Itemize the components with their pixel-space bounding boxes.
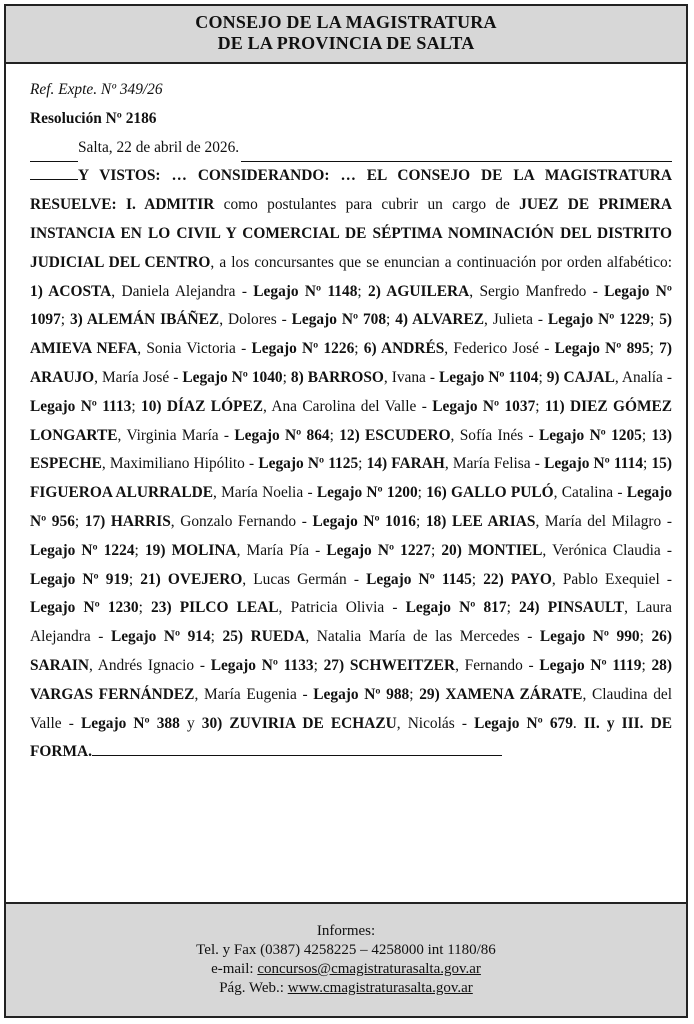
candidate-surname: 7) ARAUJO xyxy=(30,340,672,386)
header-banner xyxy=(6,6,686,64)
candidate-surname: 15) FIGUEROA ALURRALDE xyxy=(30,455,672,502)
candidate-entry: 4) ALVAREZ, Julieta - Legajo Nº 1229; xyxy=(395,311,660,329)
candidate-legajo: Legajo Nº 919 xyxy=(30,570,129,588)
candidate-surname: 17) HARRIS xyxy=(84,512,171,530)
candidate-surname: 9) CAJAL xyxy=(546,368,615,386)
candidate-given-name: María Eugenia xyxy=(203,685,297,703)
candidate-surname: 13) ESPECHE xyxy=(30,426,672,473)
candidate-given-name: Lucas Germán xyxy=(253,570,347,588)
candidate-given-name: Daniela Alejandra xyxy=(121,282,236,300)
candidate-entry: 21) OVEJERO, Lucas Germán - Legajo Nº 1145; xyxy=(140,570,484,588)
resolution-date: Salta, 22 de abril de 2026. xyxy=(78,138,240,156)
office-title: JUEZ DE PRIMERA INSTANCIA EN LO CIVIL Y COMERCIAL DE SÉPTIMA NOMINACIÓN DEL DISTRITO JUDICIAL DEL CENTRO xyxy=(30,196,672,271)
candidate-entry: 18) LEE ARIAS, María del Milagro - Legajo Nº 1224; xyxy=(30,512,672,559)
candidate-given-name: María Noelia xyxy=(221,484,304,502)
candidate-given-name: Claudina del Valle xyxy=(30,685,673,732)
candidate-given-name: Gonzalo Fernando xyxy=(180,512,297,530)
candidate-entry: 28) VARGAS FERNÁNDEZ, María Eugenia - Legajo Nº 988; xyxy=(30,656,672,703)
candidate-entry: 12) ESCUDERO, Sofía Inés - Legajo Nº 1205; xyxy=(339,426,652,444)
candidate-legajo: Legajo Nº 988 xyxy=(313,685,410,703)
candidate-entry: 2) AGUILERA, Sergio Manfredo - Legajo Nº 1097; xyxy=(30,282,672,329)
candidate-surname: 10) DÍAZ LÓPEZ xyxy=(141,397,263,415)
candidate-entry: 23) PILCO LEAL, Patricia Olivia - Legajo Nº 817; xyxy=(151,599,520,617)
candidate-surname: 4) ALVAREZ xyxy=(395,311,484,329)
candidate-entry: 26) SARAIN, Andrés Ignacio - Legajo Nº 1133; xyxy=(30,628,672,674)
intro-bold: Y VISTOS: … CONSIDERANDO: … EL CONSEJO DE LA MAGISTRATURA RESUELVE: I. ADMITIR xyxy=(30,167,672,214)
candidate-legajo: Legajo Nº 956 xyxy=(30,484,673,530)
candidate-given-name: Maximiliano Hipólito xyxy=(109,455,245,473)
candidate-legajo: Legajo Nº 817 xyxy=(405,599,507,617)
candidate-surname: 30) ZUVIRIA DE ECHAZU xyxy=(201,714,397,732)
candidate-entry: 3) ALEMÁN IBÁÑEZ, Dolores - Legajo Nº 708; xyxy=(69,311,396,329)
candidate-entry: 13) ESPECHE, Maximiliano Hipólito - Legajo Nº 1125; xyxy=(30,426,672,473)
candidate-given-name: Natalia María de las Mercedes xyxy=(316,628,520,646)
candidate-surname: 23) PILCO LEAL xyxy=(151,599,279,617)
candidate-surname: 24) PINSAULT xyxy=(519,599,625,617)
candidate-legajo: Legajo Nº 1226 xyxy=(251,340,355,358)
candidate-legajo: Legajo Nº 1104 xyxy=(439,368,539,386)
leader-line xyxy=(30,165,78,180)
candidate-legajo: Legajo Nº 708 xyxy=(291,311,387,329)
candidate-legajo: Legajo Nº 864 xyxy=(234,426,330,444)
candidate-surname: 27) SCHWEITZER xyxy=(323,656,456,674)
candidate-legajo: Legajo Nº 388 xyxy=(81,714,180,732)
resolution-text xyxy=(30,162,672,767)
notice-frame xyxy=(4,4,688,1018)
intro-plain: como postulantes para cubrir un cargo de xyxy=(214,196,520,214)
candidate-entry: 5) AMIEVA NEFA, Sonia Victoria - Legajo Nº 1226; xyxy=(30,311,673,358)
candidate-entry: 15) FIGUEROA ALURRALDE, María Noelia - Legajo Nº 1200; xyxy=(30,455,672,502)
web-label: Pág. Web.: xyxy=(219,980,288,996)
candidate-entry: 10) DÍAZ LÓPEZ, Ana Carolina del Valle - Legajo Nº 1037; xyxy=(141,397,545,415)
candidate-given-name: Ana Carolina del Valle xyxy=(271,397,417,415)
candidate-given-name: Catalina xyxy=(561,484,614,502)
candidate-given-name: Verónica Claudia xyxy=(552,541,661,559)
candidate-entry: 6) ANDRÉS, Federico José - Legajo Nº 895; xyxy=(363,340,660,358)
candidate-entry: 8) BARROSO, Ivana - Legajo Nº 1104; xyxy=(290,368,547,386)
candidate-entry: 19) MOLINA, María Pía - Legajo Nº 1227; xyxy=(144,541,442,559)
candidate-given-name: Federico José xyxy=(453,340,539,358)
candidate-entry: 24) PINSAULT, Laura Alejandra - Legajo Nº 914; xyxy=(30,599,673,646)
resolution-body xyxy=(6,64,686,767)
candidate-legajo: Legajo Nº 1227 xyxy=(326,541,431,559)
email-link[interactable]: concursos@cmagistraturasalta.gov.ar xyxy=(257,961,481,977)
candidate-surname: 19) MOLINA xyxy=(144,541,237,559)
candidate-surname: 25) RUEDA xyxy=(222,628,306,646)
footer-web-row xyxy=(6,979,686,998)
candidate-given-name: María Felisa xyxy=(452,455,531,473)
candidate-given-name: Nicolás xyxy=(407,714,455,732)
candidate-legajo: Legajo Nº 679 xyxy=(474,714,573,732)
footer-email-row xyxy=(6,960,686,979)
candidate-legajo: Legajo Nº 1119 xyxy=(539,656,642,674)
candidate-legajo: Legajo Nº 1040 xyxy=(182,368,283,386)
date-line xyxy=(30,134,672,163)
header-line-2: DE LA PROVINCIA DE SALTA xyxy=(217,33,475,53)
candidate-legajo: Legajo Nº 1230 xyxy=(30,599,139,617)
candidate-entry: 29) XAMENA ZÁRATE, Claudina del Valle - Legajo Nº 388 y xyxy=(30,685,673,732)
candidate-given-name: Patricia Olivia xyxy=(290,599,385,617)
candidate-entry: 17) HARRIS, Gonzalo Fernando - Legajo Nº 1016; xyxy=(84,512,426,530)
candidate-entry: 9) CAJAL, Analía - Legajo Nº 1113; xyxy=(30,368,672,415)
candidate-surname: 22) PAYO xyxy=(483,570,552,588)
candidate-legajo: Legajo Nº 914 xyxy=(110,628,211,646)
header-line-1: CONSEJO DE LA MAGISTRATURA xyxy=(195,12,497,32)
candidate-legajo: Legajo Nº 1229 xyxy=(547,311,650,329)
candidate-given-name: Fernando xyxy=(464,656,523,674)
resolution-number: Resolución Nº 2186 xyxy=(30,109,157,127)
candidate-legajo: Legajo Nº 1114 xyxy=(544,455,644,473)
candidate-surname: 20) MONTIEL xyxy=(441,541,543,559)
candidate-entry: 30) ZUVIRIA DE ECHAZU, Nicolás - Legajo Nº 679. xyxy=(201,714,577,732)
candidate-entry: 1) ACOSTA, Daniela Alejandra - Legajo Nº 1148; xyxy=(30,282,368,300)
candidate-legajo: Legajo Nº 1113 xyxy=(30,397,132,415)
candidate-legajo: Legajo Nº 1148 xyxy=(253,282,358,300)
candidate-entry: 7) ARAUJO, María José - Legajo Nº 1040; xyxy=(30,340,672,386)
candidate-entry: 27) SCHWEITZER, Fernando - Legajo Nº 1119; xyxy=(323,656,652,674)
candidate-legajo: Legajo Nº 1224 xyxy=(30,541,135,559)
candidate-entry: 22) PAYO, Pablo Exequiel - Legajo Nº 1230; xyxy=(30,570,673,617)
candidate-given-name: Ivana xyxy=(391,368,426,386)
footer-phone: Tel. y Fax (0387) 4258225 – 4258000 int 1180/86 xyxy=(196,942,496,958)
candidate-surname: 14) FARAH xyxy=(366,455,445,473)
candidate-given-name: Julieta xyxy=(492,311,533,329)
candidate-legajo: Legajo Nº 1016 xyxy=(312,512,416,530)
candidate-surname: 5) AMIEVA NEFA xyxy=(30,311,673,358)
candidate-legajo: Legajo Nº 1125 xyxy=(258,455,359,473)
candidate-surname: 1) ACOSTA xyxy=(30,282,112,300)
candidate-legajo: Legajo Nº 1200 xyxy=(316,484,418,502)
candidate-surname: 18) LEE ARIAS xyxy=(425,512,536,530)
candidate-surname: 6) ANDRÉS xyxy=(363,340,445,358)
closing-text: II. y III. DE FORMA. xyxy=(30,714,672,761)
candidate-surname: 29) XAMENA ZÁRATE xyxy=(419,685,583,703)
candidate-given-name: María del Milagro xyxy=(544,512,662,530)
candidate-surname: 28) VARGAS FERNÁNDEZ xyxy=(30,656,672,703)
leader-line xyxy=(30,147,78,162)
web-link[interactable]: www.cmagistraturasalta.gov.ar xyxy=(287,980,473,996)
trailing-line xyxy=(241,147,672,162)
candidate-given-name: Pablo Exequiel xyxy=(562,570,660,588)
candidate-entry: 25) RUEDA, Natalia María de las Mercedes - Legajo Nº 990; xyxy=(222,628,652,646)
candidate-given-name: Sofía Inés xyxy=(459,426,524,444)
candidate-surname: 11) DIEZ GÓMEZ LONGARTE xyxy=(30,397,673,444)
candidate-legajo: Legajo Nº 1205 xyxy=(538,426,642,444)
candidate-surname: 26) SARAIN xyxy=(30,628,672,674)
candidate-given-name: Dolores xyxy=(227,311,277,329)
candidate-legajo: Legajo Nº 990 xyxy=(539,628,640,646)
candidate-given-name: Andrés Ignacio xyxy=(97,656,195,674)
candidate-legajo: Legajo Nº 1145 xyxy=(366,570,472,588)
candidate-entry: 16) GALLO PULÓ, Catalina - Legajo Nº 956; xyxy=(30,484,673,530)
candidate-given-name: María Pía xyxy=(246,541,310,559)
candidate-surname: 2) AGUILERA xyxy=(368,282,470,300)
candidate-surname: 16) GALLO PULÓ xyxy=(426,484,554,502)
closing-line xyxy=(92,741,502,756)
reference-number: Ref. Expte. Nº 349/26 xyxy=(30,81,163,98)
candidate-entry: 20) MONTIEL, Verónica Claudia - Legajo Nº 919; xyxy=(30,541,673,588)
candidate-given-name: Sonia Victoria xyxy=(146,340,236,358)
candidate-legajo: Legajo Nº 1133 xyxy=(210,656,314,674)
candidate-surname: 21) OVEJERO xyxy=(140,570,243,588)
footer-label: Informes: xyxy=(316,923,376,939)
email-label: e-mail: xyxy=(211,961,258,977)
candidate-given-name: Analía xyxy=(621,368,663,386)
candidate-given-name: Laura Alejandra xyxy=(30,599,673,646)
intro-tail: , a los concursantes que se enuncian a continuación por orden alfabético: xyxy=(210,253,672,271)
candidate-given-name: María José xyxy=(101,368,170,386)
footer-banner xyxy=(6,902,686,1016)
candidate-list xyxy=(30,283,672,732)
candidate-legajo: Legajo Nº 1097 xyxy=(30,282,672,329)
candidate-given-name: Virginia María xyxy=(126,426,219,444)
candidate-legajo: Legajo Nº 895 xyxy=(554,340,650,358)
candidate-surname: 12) ESCUDERO xyxy=(339,426,451,444)
candidate-surname: 3) ALEMÁN IBÁÑEZ xyxy=(69,311,220,329)
candidate-surname: 8) BARROSO xyxy=(290,368,384,386)
candidate-entry: 11) DIEZ GÓMEZ LONGARTE, Virginia María - Legajo Nº 864; xyxy=(30,397,673,444)
candidate-entry: 14) FARAH, María Felisa - Legajo Nº 1114; xyxy=(366,455,652,473)
candidate-given-name: Sergio Manfredo xyxy=(479,282,587,300)
candidate-legajo: Legajo Nº 1037 xyxy=(432,397,536,415)
